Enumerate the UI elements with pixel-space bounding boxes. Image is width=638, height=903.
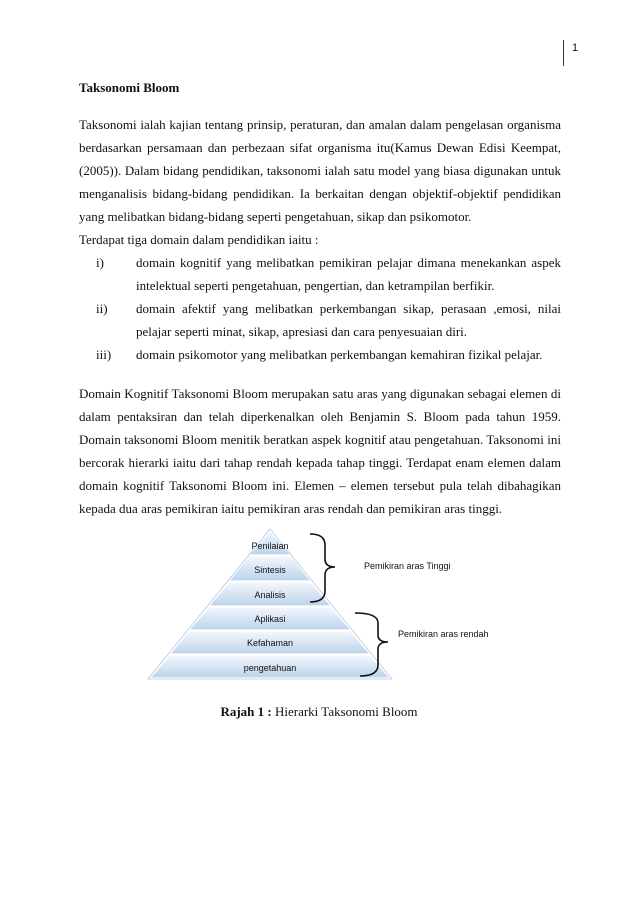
pyramid-label-analisis: Analisis	[254, 590, 286, 600]
figure-caption	[0, 704, 638, 720]
page-number: 1	[563, 40, 578, 66]
list-item-number: ii)	[96, 301, 108, 316]
bloom-pyramid-diagram	[145, 525, 505, 690]
section-title: Taksonomi Bloom	[79, 80, 180, 95]
pyramid-label-aplikasi: Aplikasi	[254, 614, 286, 624]
list-item-text: domain psikomotor yang melibatkan perkembangan kemahiran fizikal pelajar.	[136, 347, 543, 362]
domain-list	[79, 251, 561, 366]
document-body	[79, 80, 561, 520]
list-item	[79, 343, 561, 366]
caption-text: Hierarki Taksonomi Bloom	[271, 704, 418, 719]
list-item-number: iii)	[96, 347, 112, 362]
paragraph-definition: Taksonomi ialah kajian tentang prinsip, peraturan, dan amalan dalam pengelasan organisma berdasarkan persamaan dan perbezaan sifat organisma itu(Kamus Dewan Edisi Keempat, (2005)). Dalam bidang pendidikan, taksonomi ialah satu model yang biasa digunakan untuk menganalisis bidang-bidang pendidikan. Ia berkaitan dengan objektif-objektif pendidikan yang melibatkan bidang-bidang seperti pengetahuan, sikap dan psikomotor.	[79, 117, 561, 224]
label-low-order: Pemikiran aras rendah	[398, 629, 489, 639]
domains-intro: Terdapat tiga domain dalam pendidikan iaitu :	[79, 232, 319, 247]
pyramid-label-kefahaman: Kefahaman	[246, 638, 294, 648]
pyramid-label-sintesis: Sintesis	[254, 565, 286, 575]
list-item-number: i)	[96, 255, 104, 270]
list-item	[79, 251, 561, 297]
list-item	[79, 297, 561, 343]
pyramid-label-penilaian: Penilaian	[251, 541, 289, 551]
list-item-text: domain afektif yang melibatkan perkembangan sikap, perasaan ,emosi, nilai pelajar seperti minat, sikap, apresiasi dan cara penyesuaian diri.	[136, 301, 561, 339]
label-high-order: Pemikiran aras Tinggi	[364, 561, 451, 571]
paragraph-cognitive-domain: Domain Kognitif Taksonomi Bloom merupakan satu aras yang digunakan sebagai elemen di dalam pentaksiran dan telah diperkenalkan oleh Benjamin S. Bloom pada tahun 1959. Domain taksonomi Bloom menitik beratkan aspek kognitif atau pengetahuan. Taksonomi ini bercorak hierarki iaitu dari tahap rendah kepada tahap tinggi. Terdapat enam elemen dalam domain kognitif Taksonomi Bloom ini. Elemen – elemen tersebut pula telah dibahagikan kepada dua aras pemikiran iaitu pemikiran aras rendah dan pemikiran aras tinggi.	[79, 386, 561, 516]
caption-label: Rajah 1 :	[220, 704, 272, 719]
bloom-pyramid-figure	[145, 525, 505, 690]
list-item-text: domain kognitif yang melibatkan pemikiran pelajar dimana menekankan aspek intelektual seperti pengetahuan, pengertian, dan ketrampilan berfikir.	[136, 255, 561, 293]
pyramid-label-pengetahuan: pengetahuan	[243, 663, 297, 673]
